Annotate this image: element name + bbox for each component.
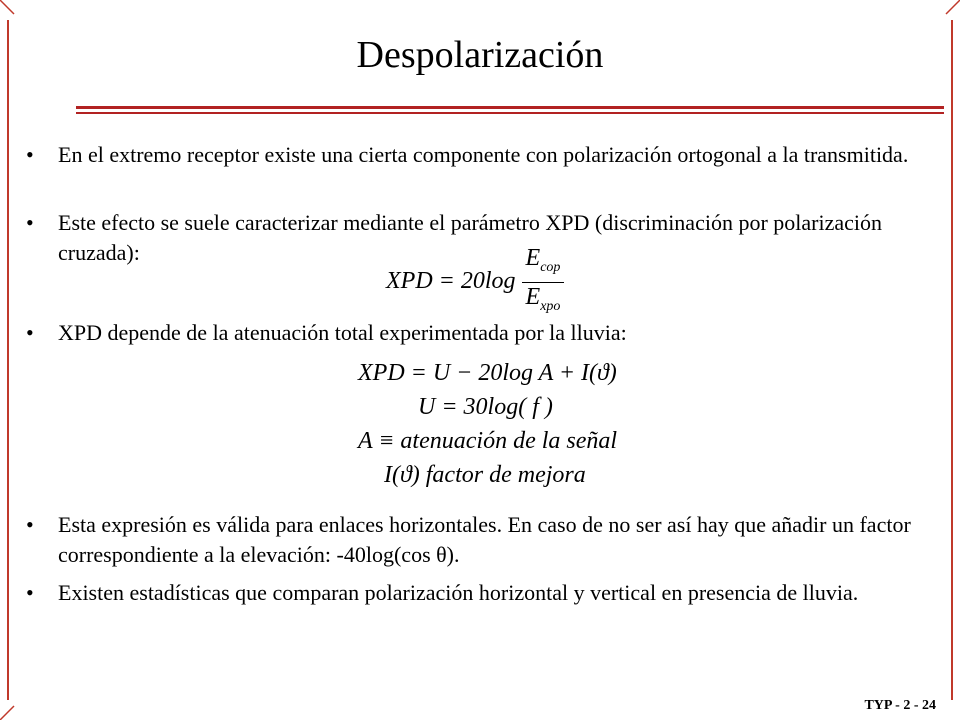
title-rule-top [76, 106, 944, 109]
equation-fraction [522, 244, 565, 321]
equation-lhs: XPD = 20log [386, 267, 516, 294]
fraction-numerator: $E_{cop}$ [522, 244, 565, 283]
bullet-text: Existen estadísticas que comparan polarización horizontal y vertical en presencia de lluvia. [58, 580, 859, 605]
bullet-dot: • [26, 210, 34, 235]
slide-number: TYP - 2 - 24 [864, 698, 936, 713]
title-rule-bottom [76, 112, 944, 114]
bullet-text: XPD depende de la atenuación total experimentada por la lluvia: [58, 320, 627, 345]
equation-xpd-rain: XPD = U − 20log A + I(ϑ) [358, 360, 617, 386]
equation-xpd-definition [386, 244, 564, 321]
bullet-5 [26, 578, 936, 608]
equation-i-definition: I(ϑ) factor de mejora [384, 462, 586, 488]
bullet-text: Esta expresión es válida para enlaces horizontales. En caso de no ser así hay que añadir un factor correspondiente a la elevación: -40log(cos θ). [58, 512, 911, 567]
bullet-dot: • [26, 512, 34, 537]
bullet-dot: • [26, 142, 34, 167]
bullet-dot: • [26, 580, 34, 605]
bullet-4 [26, 510, 936, 570]
bullet-text: En el extremo receptor existe una cierta componente con polarización ortogonal a la transmitida. [58, 142, 909, 167]
bullet-3 [26, 318, 936, 348]
bullet-text: Este efecto se suele caracterizar mediante el parámetro XPD (discriminación por polarización cruzada): [58, 210, 883, 265]
equation-u: U = 30log( f ) [418, 394, 553, 420]
bullet-dot: • [26, 320, 34, 345]
fraction-denominator: $E_{xpo}$ [525, 283, 561, 314]
slide-title: Despolarización [356, 34, 604, 76]
equation-a-definition: A ≡ atenuación de la señal [358, 428, 618, 454]
bullet-1 [26, 140, 936, 170]
